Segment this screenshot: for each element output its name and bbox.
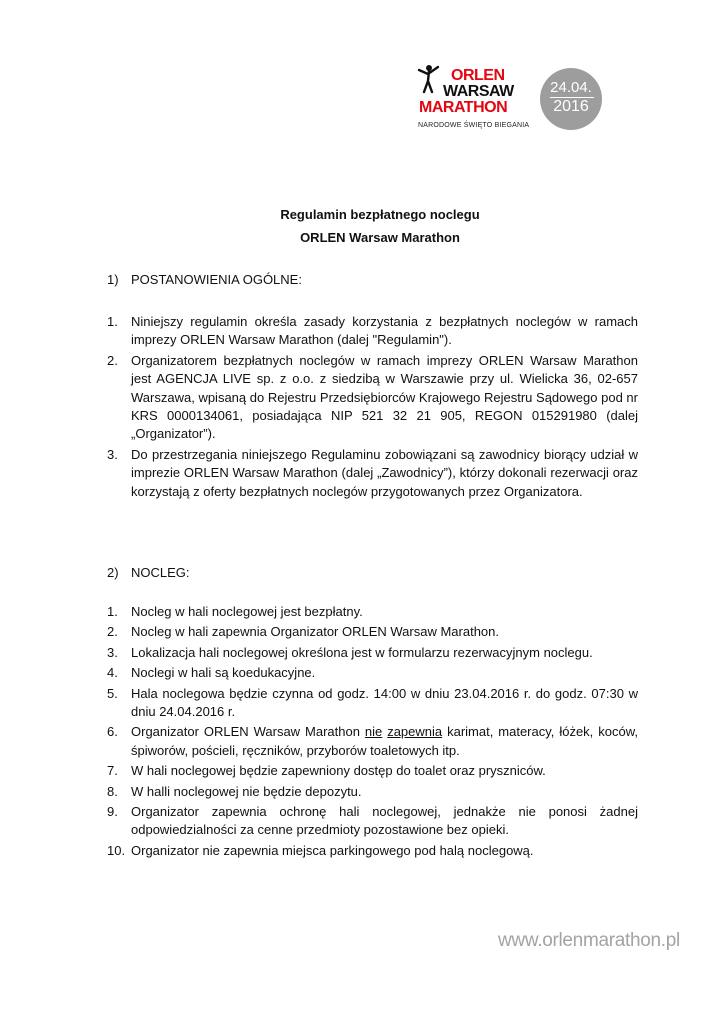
general-provisions-list bbox=[107, 313, 638, 503]
list-item: 8. W halli noclegowej nie będzie depozytu. bbox=[107, 783, 362, 799]
logo-tagline: NARODOWE ŚWIĘTO BIEGANIA bbox=[418, 122, 530, 129]
event-logo bbox=[416, 62, 606, 138]
list-item: 3. Do przestrzegania niniejszego Regulaminu zobowiązani są zawodnicy biorący udział w imprezie ORLEN Warsaw Marathon (dalej „Zawodnicy”), którzy dokonali rezerwacji oraz korzystają z oferty bezpłatnych noclegów przygotowanych przez Organizatora. bbox=[107, 446, 638, 499]
list-item: 6. Organizator ORLEN Warsaw Marathon nie zapewnia karimat, materacy, łóżek, koców, śpiworów, pościeli, ręczników, przyborów toaletowych itp. bbox=[107, 724, 638, 758]
section-title: POSTANOWIENIA OGÓLNE: bbox=[131, 272, 302, 287]
list-item: 9. Organizator zapewnia ochronę hali noclegowej, jednakże nie ponosi żadnej odpowiedzialności za cenne przedmioty pozostawione bez opieki. bbox=[107, 804, 638, 838]
list-item: 5. Hala noclegowa będzie czynna od godz. 14:00 w dniu 23.04.2016 r. do godz. 07:30 w dniu 24.04.2016 r. bbox=[107, 685, 638, 720]
list-item: 2. Organizatorem bezpłatnych noclegów w ramach imprezy ORLEN Warsaw Marathon jest AGENCJA LIVE sp. z o.o. z siedzibą w Warszawie przy ul. Wielicka 36, 02-657 Warszawa, wpisaną do Rejestru Przedsiębiorców Krajowego Rejestru Sądowego pod nr KRS 0000134061, posiadająca NIP 521 32 21 905, REGON 015291980 (dalej „Organizator”). bbox=[107, 352, 638, 442]
underlined-nie: nie bbox=[364, 724, 383, 740]
footer-website-url: www.orlenmarathon.pl bbox=[498, 930, 680, 951]
list-item: 3. Lokalizacja hali noclegowej określona jest w formularzu rezerwacyjnym noclegu. bbox=[107, 644, 593, 660]
section-number: 1) bbox=[107, 272, 119, 287]
section-heading-accommodation bbox=[107, 565, 190, 581]
document-title: Regulamin bezpłatnego noclegu bbox=[280, 207, 480, 222]
section-title: NOCLEG: bbox=[131, 565, 190, 580]
underlined-zapewnia: zapewnia bbox=[387, 724, 443, 740]
list-item: 10. Organizator nie zapewnia miejsca parkingowego pod halą noclegową. bbox=[107, 842, 534, 858]
list-item: 1. Nocleg w hali noclegowej jest bezpłatny. bbox=[107, 604, 363, 619]
section-heading-general bbox=[107, 272, 302, 288]
document-subtitle: ORLEN Warsaw Marathon bbox=[300, 230, 460, 245]
event-date-day: 24.04. bbox=[550, 79, 592, 96]
list-item: 4. Noclegi w hali są koedukacyjne. bbox=[107, 665, 316, 681]
list-item: 2. Nocleg w hali zapewnia Organizator ORLEN Warsaw Marathon. bbox=[107, 624, 500, 640]
logo-marathon: MARATHON bbox=[419, 99, 508, 116]
logo-orlen: ORLEN bbox=[451, 67, 505, 84]
list-item: 1. Niniejszy regulamin określa zasady korzystania z bezpłatnych noclegów w ramach imprezy ORLEN Warsaw Marathon (dalej "Regulamin"). bbox=[107, 314, 638, 348]
event-date-badge bbox=[540, 68, 602, 130]
section-number: 2) bbox=[107, 565, 119, 580]
accommodation-rules-list bbox=[107, 603, 638, 862]
list-item: 7. W hali noclegowej będzie zapewniony dostęp do toalet oraz pryszniców. bbox=[107, 763, 546, 779]
event-date-year: 2016 bbox=[553, 98, 589, 115]
runner-icon bbox=[416, 64, 442, 94]
logo-warsaw: WARSAW bbox=[443, 83, 514, 100]
